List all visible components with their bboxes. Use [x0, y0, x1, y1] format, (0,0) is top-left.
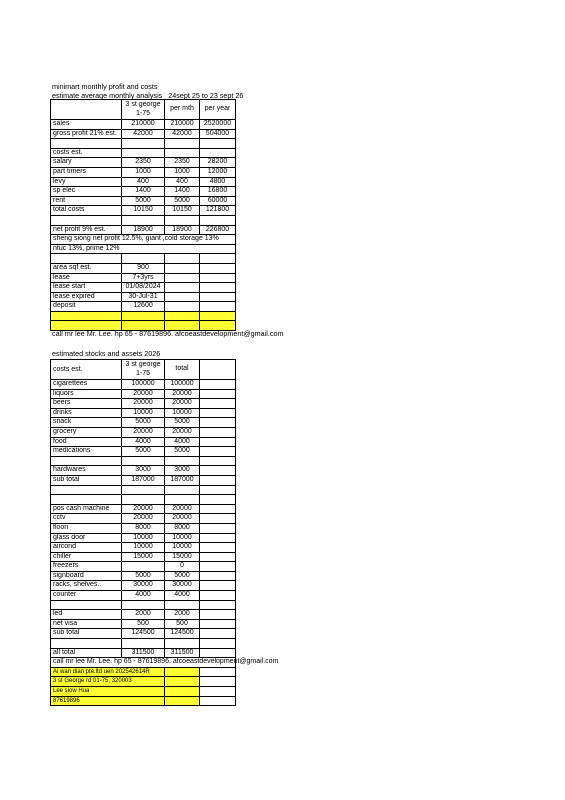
- value-cell: [200, 263, 236, 273]
- value-cell: 10000: [165, 408, 200, 418]
- table-row: [51, 254, 236, 264]
- row-label-cell: liquors: [51, 389, 122, 399]
- table-row: [51, 427, 236, 437]
- value-cell: [200, 552, 236, 562]
- value-cell: 20000: [165, 514, 200, 524]
- row-label-cell: salary: [51, 158, 122, 168]
- table-row: [51, 543, 236, 553]
- value-cell: 20000: [122, 427, 165, 437]
- value-cell: 187000: [122, 475, 165, 485]
- value-cell: [122, 562, 165, 572]
- value-cell: [200, 533, 236, 543]
- subtitle-text: estimate average monthly analysis: [52, 91, 163, 100]
- value-cell: 20000: [165, 389, 200, 399]
- value-cell: [200, 408, 236, 418]
- row-label-cell: signboard: [51, 571, 122, 581]
- value-cell: 20000: [122, 389, 165, 399]
- value-cell: [165, 495, 200, 505]
- row-label-cell: hardwares: [51, 466, 122, 476]
- value-cell: 5000: [165, 196, 200, 206]
- value-cell: [200, 283, 236, 293]
- value-cell: 500: [122, 619, 165, 629]
- value-cell: [200, 139, 236, 149]
- value-cell: [200, 543, 236, 553]
- empty-cell: [122, 311, 165, 321]
- row-label-cell: aircond: [51, 543, 122, 553]
- value-cell: 1400: [165, 187, 200, 197]
- value-cell: 2350: [165, 158, 200, 168]
- value-cell: [122, 600, 165, 610]
- table-row: [51, 389, 236, 399]
- value-cell: 4000: [122, 437, 165, 447]
- row-label-cell: deposit: [51, 302, 122, 312]
- contact-line-2: call mr lee Mr. Lee. hp 65 - 87619896. afcoeastdevelopment@gmail.com: [51, 658, 236, 668]
- table-row: [51, 456, 236, 466]
- value-cell: 210000: [122, 120, 165, 130]
- row-label-cell: beers: [51, 399, 122, 409]
- value-cell: 15000: [165, 552, 200, 562]
- column-header: [200, 360, 236, 380]
- value-cell: 10150: [122, 206, 165, 216]
- value-cell: 311500: [165, 648, 200, 658]
- row-label-cell: area sqf est.: [51, 263, 122, 273]
- value-cell: 2000: [165, 610, 200, 620]
- table-row: [51, 408, 236, 418]
- value-cell: [200, 629, 236, 639]
- column-header: per mth: [165, 100, 200, 120]
- section-title-assets: estimated stocks and assets 2026: [52, 349, 161, 358]
- value-cell: 7+3yrs: [122, 273, 165, 283]
- table-row: [51, 120, 236, 130]
- value-cell: 3000: [122, 466, 165, 476]
- row-label-cell: [51, 139, 122, 149]
- value-cell: 20000: [122, 399, 165, 409]
- company-row: [51, 677, 236, 687]
- row-label-cell: chiller: [51, 552, 122, 562]
- row-label-cell: counter: [51, 591, 122, 601]
- row-label-cell: total costs: [51, 206, 122, 216]
- contact-line-1: call mr lee Mr. Lee. hp 65 - 87619896. afcoeastdevelopment@gmail.com: [52, 329, 284, 338]
- value-cell: 5000: [122, 196, 165, 206]
- value-cell: [122, 139, 165, 149]
- value-cell: [200, 215, 236, 225]
- table-row: [51, 581, 236, 591]
- value-cell: [122, 215, 165, 225]
- value-cell: 30000: [122, 581, 165, 591]
- value-cell: 8000: [165, 523, 200, 533]
- value-cell: [200, 475, 236, 485]
- value-cell: 28200: [200, 158, 236, 168]
- row-label-cell: sub total: [51, 475, 122, 485]
- row-label-cell: [51, 215, 122, 225]
- value-cell: 20000: [165, 504, 200, 514]
- value-cell: 226800: [200, 225, 236, 235]
- column-header: [51, 100, 122, 120]
- value-cell: [165, 139, 200, 149]
- row-label-cell: lease: [51, 273, 122, 283]
- table-row: [51, 418, 236, 428]
- table-row: [51, 437, 236, 447]
- value-cell: 900: [122, 263, 165, 273]
- empty-cell: [200, 311, 236, 321]
- table-row: [51, 187, 236, 197]
- note-row: [51, 658, 236, 668]
- value-cell: [165, 263, 200, 273]
- column-header: total: [165, 360, 200, 380]
- empty-cell: [200, 677, 236, 687]
- table-row: [51, 263, 236, 273]
- row-label-cell: gross profit 21% est.: [51, 129, 122, 139]
- table-row: [51, 380, 236, 390]
- row-label-cell: [51, 639, 122, 649]
- row-label-cell: pos cash machine: [51, 504, 122, 514]
- value-cell: [200, 504, 236, 514]
- value-cell: [200, 427, 236, 437]
- value-cell: [200, 466, 236, 476]
- note-row: [51, 244, 236, 254]
- value-cell: [200, 302, 236, 312]
- value-cell: [200, 292, 236, 302]
- row-label-cell: cigarettees: [51, 380, 122, 390]
- table-row: [51, 139, 236, 149]
- value-cell: 01/08/2024: [122, 283, 165, 293]
- value-cell: 5000: [165, 571, 200, 581]
- value-cell: 311500: [122, 648, 165, 658]
- empty-cell: [200, 687, 236, 697]
- value-cell: [200, 581, 236, 591]
- row-label-cell: costs est.: [51, 148, 122, 158]
- table-row: [51, 215, 236, 225]
- table-row: [51, 639, 236, 649]
- value-cell: 5000: [165, 447, 200, 457]
- value-cell: 18900: [165, 225, 200, 235]
- value-cell: 20000: [122, 504, 165, 514]
- row-label-cell: freezers: [51, 562, 122, 572]
- value-cell: [200, 447, 236, 457]
- row-label-cell: racks, shelves..: [51, 581, 122, 591]
- value-cell: 10000: [122, 408, 165, 418]
- value-cell: [165, 456, 200, 466]
- table-row: [51, 533, 236, 543]
- note-row: [51, 235, 236, 245]
- row-label-cell: [51, 600, 122, 610]
- value-cell: [200, 254, 236, 264]
- row-label-cell: glass door: [51, 533, 122, 543]
- page-title: minimart monthly profit and costs: [52, 82, 158, 91]
- table-row: [51, 648, 236, 658]
- assets-table-body: [51, 360, 279, 706]
- value-cell: [122, 485, 165, 495]
- row-label-cell: net visa: [51, 619, 122, 629]
- row-label-cell: net profit 9% est.: [51, 225, 122, 235]
- value-cell: [200, 600, 236, 610]
- table-row: [51, 158, 236, 168]
- value-cell: 8000: [122, 523, 165, 533]
- value-cell: [122, 254, 165, 264]
- value-cell: 121800: [200, 206, 236, 216]
- value-cell: 10000: [165, 533, 200, 543]
- value-cell: [200, 273, 236, 283]
- column-header: 3 st george 1-75: [122, 360, 165, 380]
- empty-cell: [165, 667, 200, 677]
- value-cell: 30000: [165, 581, 200, 591]
- row-label-cell: sp elec: [51, 187, 122, 197]
- table-row: [51, 523, 236, 533]
- table-row: [51, 466, 236, 476]
- value-cell: [200, 389, 236, 399]
- profit-table: [50, 99, 236, 331]
- company-row: [51, 687, 236, 697]
- table-row: [51, 447, 236, 457]
- empty-cell: [165, 687, 200, 697]
- value-cell: 500: [165, 619, 200, 629]
- value-cell: 5000: [122, 571, 165, 581]
- row-label-cell: cctv: [51, 514, 122, 524]
- table-row: [51, 562, 236, 572]
- table-row: [51, 610, 236, 620]
- value-cell: [200, 619, 236, 629]
- value-cell: 18900: [122, 225, 165, 235]
- row-label-cell: all total: [51, 648, 122, 658]
- row-label-cell: drinks: [51, 408, 122, 418]
- table-row: [51, 485, 236, 495]
- row-label-cell: medications: [51, 447, 122, 457]
- value-cell: 30-Jul-31: [122, 292, 165, 302]
- value-cell: 0: [165, 562, 200, 572]
- row-label-cell: [51, 485, 122, 495]
- column-header: costs est.: [51, 360, 122, 380]
- company-row: [51, 667, 236, 677]
- value-cell: 1000: [165, 167, 200, 177]
- row-label-cell: floori: [51, 523, 122, 533]
- header-row: [51, 360, 236, 380]
- value-cell: [200, 437, 236, 447]
- value-cell: 124500: [122, 629, 165, 639]
- value-cell: 210000: [165, 120, 200, 130]
- value-cell: [200, 571, 236, 581]
- value-cell: [200, 591, 236, 601]
- row-label-cell: [51, 495, 122, 505]
- table-row: [51, 571, 236, 581]
- empty-row: [51, 311, 236, 321]
- value-cell: 15000: [122, 552, 165, 562]
- value-cell: 10000: [122, 533, 165, 543]
- row-label-cell: sales: [51, 120, 122, 130]
- table-row: [51, 495, 236, 505]
- value-cell: 20000: [165, 427, 200, 437]
- table-row: [51, 619, 236, 629]
- value-cell: 60000: [200, 196, 236, 206]
- value-cell: 12600: [122, 302, 165, 312]
- value-cell: [165, 283, 200, 293]
- table-row: [51, 177, 236, 187]
- row-label-cell: grocery: [51, 427, 122, 437]
- value-cell: 4000: [122, 591, 165, 601]
- table-row: [51, 514, 236, 524]
- empty-cell: [51, 311, 122, 321]
- assets-table: [50, 359, 279, 706]
- table-row: [51, 600, 236, 610]
- value-cell: 4000: [165, 437, 200, 447]
- row-label-cell: food: [51, 437, 122, 447]
- empty-cell: [200, 696, 236, 706]
- table-row: [51, 302, 236, 312]
- profit-table-body: [51, 100, 236, 331]
- table-row: [51, 552, 236, 562]
- value-cell: 504000: [200, 129, 236, 139]
- table-row: [51, 292, 236, 302]
- empty-cell: [200, 667, 236, 677]
- table-row: [51, 167, 236, 177]
- table-row: [51, 196, 236, 206]
- value-cell: 20000: [122, 514, 165, 524]
- value-cell: 4800: [200, 177, 236, 187]
- value-cell: [165, 292, 200, 302]
- value-cell: 10150: [165, 206, 200, 216]
- table-row: [51, 148, 236, 158]
- table-row: [51, 283, 236, 293]
- empty-cell: [165, 696, 200, 706]
- table-row: [51, 504, 236, 514]
- value-cell: 20000: [165, 399, 200, 409]
- row-label-cell: part timers: [51, 167, 122, 177]
- value-cell: 2350: [122, 158, 165, 168]
- period-text: 24sept 25 to 23 sept 26: [168, 91, 244, 100]
- value-cell: [200, 380, 236, 390]
- value-cell: [200, 399, 236, 409]
- note-sheng-siong: sheng siong net profit 12.5%, giant ,cold storage 13%: [51, 235, 236, 245]
- value-cell: 124500: [165, 629, 200, 639]
- table-row: [51, 399, 236, 409]
- value-cell: 2000: [122, 610, 165, 620]
- value-cell: [200, 562, 236, 572]
- company-info-cell: Ai wan dian pte.ltd uen 202542614R: [51, 667, 165, 677]
- value-cell: [165, 273, 200, 283]
- empty-cell: [165, 311, 200, 321]
- company-row: [51, 696, 236, 706]
- value-cell: [165, 485, 200, 495]
- value-cell: [165, 600, 200, 610]
- company-info-cell: 3 st George rd 01-75, 320003: [51, 677, 165, 687]
- value-cell: 4000: [165, 591, 200, 601]
- value-cell: [200, 485, 236, 495]
- column-header: 3 st george 1-75: [122, 100, 165, 120]
- row-label-cell: levy: [51, 177, 122, 187]
- row-label-cell: lease start: [51, 283, 122, 293]
- value-cell: 100000: [122, 380, 165, 390]
- value-cell: [165, 639, 200, 649]
- value-cell: 400: [122, 177, 165, 187]
- value-cell: [200, 610, 236, 620]
- value-cell: [165, 254, 200, 264]
- row-label-cell: rent: [51, 196, 122, 206]
- note-ntuc: ntuc 13%, prime 12%: [51, 244, 236, 254]
- value-cell: 10000: [122, 543, 165, 553]
- value-cell: 16800: [200, 187, 236, 197]
- value-cell: [165, 302, 200, 312]
- value-cell: 400: [165, 177, 200, 187]
- table-row: [51, 129, 236, 139]
- value-cell: [200, 418, 236, 428]
- row-label-cell: [51, 456, 122, 466]
- row-label-cell: [51, 254, 122, 264]
- value-cell: [200, 648, 236, 658]
- value-cell: [200, 523, 236, 533]
- row-label-cell: sub total: [51, 629, 122, 639]
- column-header: per year: [200, 100, 236, 120]
- value-cell: 2520000: [200, 120, 236, 130]
- value-cell: 1400: [122, 187, 165, 197]
- value-cell: 100000: [165, 380, 200, 390]
- value-cell: 187000: [165, 475, 200, 485]
- value-cell: 5000: [122, 447, 165, 457]
- header-row: [51, 100, 236, 120]
- value-cell: 12000: [200, 167, 236, 177]
- row-label-cell: led: [51, 610, 122, 620]
- table-row: [51, 273, 236, 283]
- company-info-cell: Lee siow Hua: [51, 687, 165, 697]
- value-cell: [200, 495, 236, 505]
- value-cell: [165, 148, 200, 158]
- row-label-cell: snack: [51, 418, 122, 428]
- value-cell: [122, 456, 165, 466]
- value-cell: 5000: [122, 418, 165, 428]
- table-row: [51, 206, 236, 216]
- value-cell: [165, 215, 200, 225]
- value-cell: [200, 514, 236, 524]
- company-info-cell: 87619896: [51, 696, 165, 706]
- table-row: [51, 475, 236, 485]
- value-cell: 42000: [122, 129, 165, 139]
- value-cell: [200, 639, 236, 649]
- value-cell: 3000: [165, 466, 200, 476]
- table-row: [51, 629, 236, 639]
- value-cell: [200, 456, 236, 466]
- table-row: [51, 225, 236, 235]
- value-cell: [122, 639, 165, 649]
- value-cell: 1000: [122, 167, 165, 177]
- table-row: [51, 591, 236, 601]
- value-cell: 5000: [165, 418, 200, 428]
- value-cell: 42000: [165, 129, 200, 139]
- value-cell: 10000: [165, 543, 200, 553]
- empty-cell: [165, 677, 200, 687]
- value-cell: [122, 148, 165, 158]
- value-cell: [200, 148, 236, 158]
- row-label-cell: lease expired: [51, 292, 122, 302]
- value-cell: [122, 495, 165, 505]
